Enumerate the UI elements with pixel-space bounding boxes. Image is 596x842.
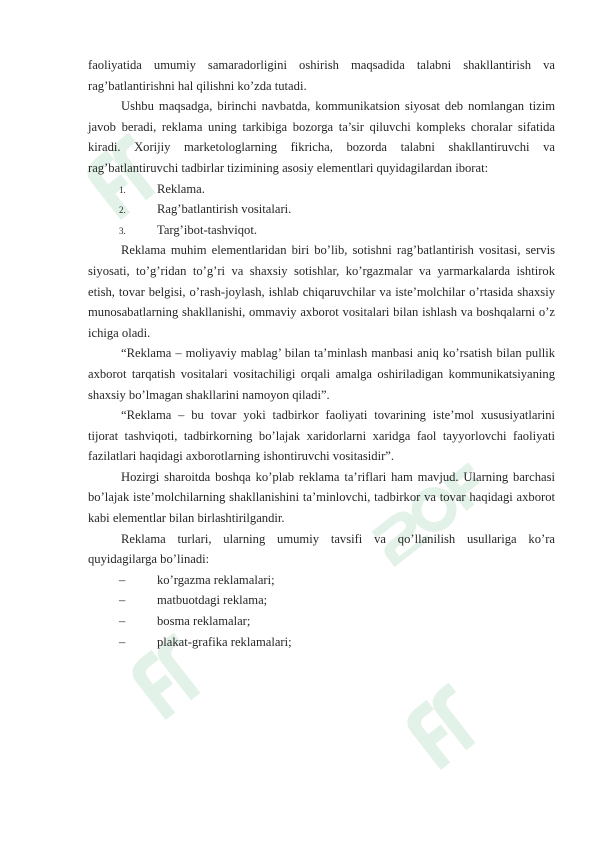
list-number: 1. — [119, 184, 126, 195]
list-item — [88, 590, 555, 611]
document-page — [88, 55, 555, 652]
list-item-text: ko’rgazma reklamalari; — [157, 572, 275, 587]
list-item-text: plakat-grafika reklamalari; — [157, 634, 292, 649]
dash-list — [88, 570, 555, 652]
list-item — [88, 570, 555, 591]
list-item — [88, 632, 555, 653]
list-item-text: Targ’ibot-tashviqot. — [157, 222, 257, 237]
paragraph-continuation: faoliyatida umumiy samaradorligini oshirish maqsadida talabni shakllantirish va rag’batlantirishni hal qilishni ko’zda tutadi. — [88, 58, 555, 93]
paragraph: Reklama muhim elementlaridan biri bo’lib, sotishni rag’batlantirish vositasi, servis siyosati, to’g’ridan to’g’ri va shaxsiy sotishlar, ko’rgazmalar va yarmarkalarda ishtirok etish, tovar belgisi, o’rash-joylash, ishlab chiqaruvchilar va iste’molchilar o’rtasida shaxsiy munosabatlarning shakllanishi, ommaviy axborot vositalari bilan ishlash va boshqalarni o’z ichiga oladi. — [88, 243, 555, 340]
list-dash: – — [119, 593, 126, 608]
watermark-logo-icon — [352, 649, 527, 811]
list-item-text: Rag’batlantirish vositalari. — [157, 202, 292, 217]
list-item — [88, 199, 555, 220]
list-item — [88, 611, 555, 632]
numbered-list — [88, 179, 555, 241]
paragraph: Ushbu maqsadga, birinchi navbatda, kommunikatsion siyosat deb nomlangan tizim javob beradi, reklama uning tarkibiga bozorga ta’sir qiluvchi kompleks choralar sifatida kiradi. Xorijiy marketologlarning fikricha, bozorda talabni shakllantiruvchi va rag’batlantiruvchi tadbirlar tizimining asosiy elementlari quyidagilardan iborat: — [88, 99, 555, 175]
list-item-text: Reklama. — [157, 181, 205, 196]
list-item-text: bosma reklamalar; — [157, 614, 251, 629]
paragraph: Hozirgi sharoitda boshqa ko’plab reklama ta’riflari ham mavjud. Ularning barchasi bo’lajak iste’molchilarning shakllanishini ta’minlovchi, tadbirkor va tovar haqidagi axborot kabi elementlar bilan birlashtirilgandir. — [88, 469, 555, 526]
list-dash: – — [119, 614, 126, 629]
quote-paragraph: “Reklama – bu tovar yoki tadbirkor faoliyati tovarining iste’mol xususiyatlarini tijorat tashviqoti, tadbirkorning bo’lajak xaridorlarni xaridga faol tayyorlovchi faoliyati fazilatlari haqidagi axborotlarning ishontiruvchi vositasidir”. — [88, 408, 555, 464]
list-item — [88, 220, 555, 241]
list-number: 3. — [119, 225, 126, 236]
paragraph: Reklama turlari, ularning umumiy tavsifi va qo’llanilish usullariga ko’ra quyidagilarga bo’linadi: — [88, 531, 555, 567]
list-item-text: matbuotdagi reklama; — [157, 593, 268, 608]
list-number: 2. — [119, 205, 126, 216]
list-dash: – — [119, 634, 126, 649]
quote-paragraph: “Reklama – moliyaviy mablag’ bilan ta’minlash manbasi aniq ko’rsatish bilan pullik axborot tarqatish vositalari vositachiligi orqali amalga oshiriladigan kommunikatsiyaning shaxsiy bo’lmagan shakllarini namoyon qiladi”. — [88, 346, 555, 402]
list-item — [88, 179, 555, 200]
list-dash: – — [119, 572, 126, 587]
